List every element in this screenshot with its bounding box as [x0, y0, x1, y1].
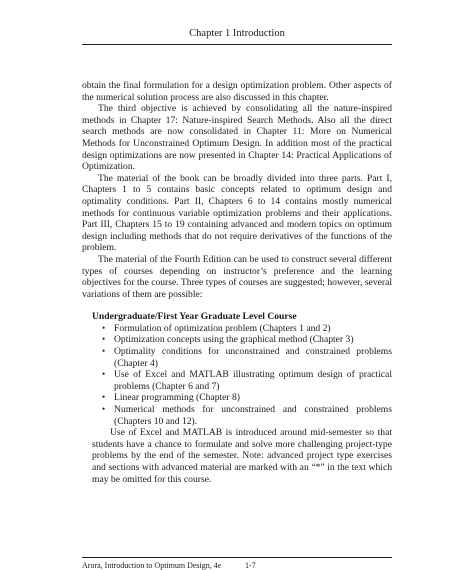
- running-header: Chapter 1 Introduction: [189, 28, 285, 39]
- list-item: [102, 346, 392, 369]
- closing-paragraph: Use of Excel and MATLAB is introduced around mid-semester so that students have a chance to formulate and solve more challenging project-type problems by the end of the semester. Note: advanced project type exercises and sections with advanced material are marked with an “*” in the text which may be omitted for this course.: [92, 427, 392, 485]
- list-item: [102, 334, 392, 346]
- paragraph-4: The material of the Fourth Edition can be used to construct several different types of courses depending on instructor’s preference and the learning objectives for the course. Three types of courses are suggested; however, several variations of them are possible:: [82, 253, 392, 300]
- page-body: [82, 80, 392, 485]
- course-section: [92, 311, 392, 485]
- list-item: [102, 369, 392, 392]
- paragraph-1: obtain the final formulation for a design optimization problem. Other aspects of the numerical solution process are also discussed in this chapter.: [82, 80, 392, 103]
- paragraph-3: The material of the book can be broadly divided into three parts. Part I, Chapters 1 to 5 contains basic concepts related to optimum design and optimality conditions. Part II, Chapters 6 to 14 contains mostly numerical methods for continuous variable optimization problems and their applications. Part III, Chapters 15 to 19 containing advanced and modern topics on optimum design including methods that do not require derivatives of the functions of the problem.: [82, 172, 392, 254]
- list-item-text: Use of Excel and MATLAB illustrating optimum design of practical problems (Chapter 6 and 7): [114, 369, 392, 392]
- footer-citation: Arora, Introduction to Optimum Design, 4e: [82, 561, 222, 570]
- list-item-text: Linear programming (Chapter 8): [114, 392, 241, 404]
- bullet-icon: •: [102, 346, 106, 357]
- list-item: [102, 404, 392, 427]
- topic-list: [92, 323, 392, 427]
- paragraph-2: The third objective is achieved by consolidating all the nature-inspired methods in Chapter 17: Nature-inspired Search Methods. Also all the direct search methods are now consolidated in Chapter 11: More on Numerical Methods for Unconstrained Optimum Design. In addition most of the practical design optimizations are now presented in Chapter 14: Practical Applications of Optimization.: [82, 103, 392, 173]
- list-item-text: Optimization concepts using the graphical method (Chapter 3): [114, 334, 354, 346]
- list-item-text: Formulation of optimization problem (Chapters 1 and 2): [114, 322, 331, 334]
- list-item: [102, 392, 392, 404]
- bullet-icon: •: [102, 322, 106, 333]
- bullet-icon: •: [102, 334, 106, 345]
- bullet-icon: •: [102, 369, 106, 380]
- section-heading: Undergraduate/First Year Graduate Level Course: [92, 311, 297, 323]
- list-item-text: Numerical methods for unconstrained and constrained problems (Chapters 10 and 12).: [114, 404, 392, 427]
- page-number: 1-7: [245, 561, 256, 570]
- list-item-text: Optimality conditions for unconstrained and constrained problems (Chapter 4): [114, 346, 392, 369]
- bullet-icon: •: [102, 404, 106, 415]
- bullet-icon: •: [102, 392, 106, 403]
- list-item: [102, 322, 392, 335]
- header-rule: [82, 44, 392, 45]
- footer-rule: [82, 557, 392, 558]
